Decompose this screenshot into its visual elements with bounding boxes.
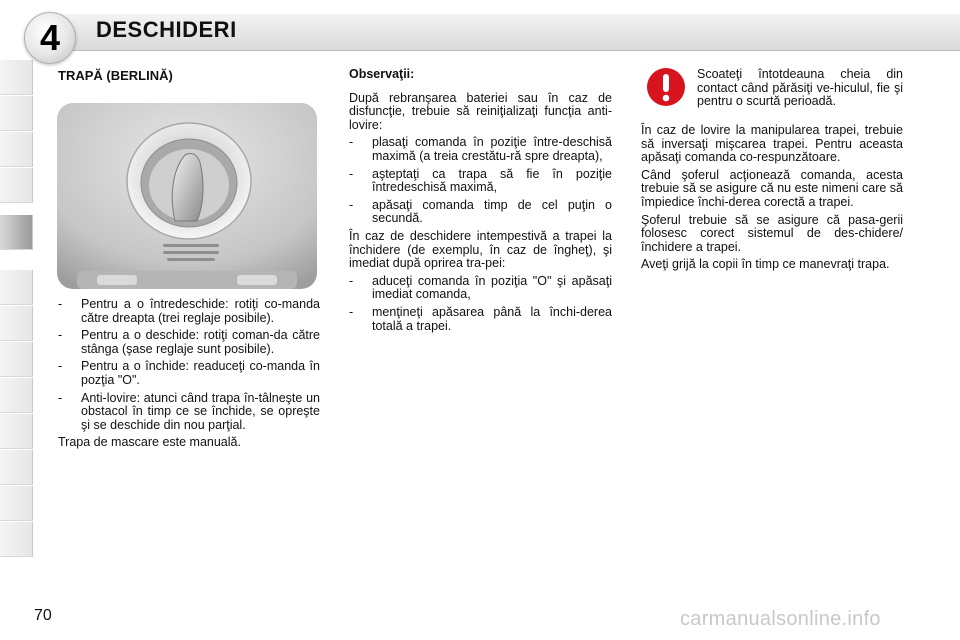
chapter-tab[interactable]	[0, 60, 33, 95]
chapter-tab-active[interactable]	[0, 215, 33, 250]
list-item: - aduceţi comanda în poziţia "O" şi apăsaţi imediat comanda,	[349, 273, 612, 302]
list-item: - apăsaţi comanda timp de cel puţin o secundă.	[349, 197, 612, 226]
warning-text: Scoateţi întotdeauna cheia din contact când părăsiţi ve-hiculul, fie şi pentru o scurtă perioadă.	[697, 67, 903, 109]
chapter-tab[interactable]	[0, 414, 33, 449]
list-item: - aşteptaţi ca trapa să fie în poziţie întredeschisă maximă,	[349, 166, 612, 195]
list-item: - Pentru a o închide: readuceţi co-manda în pozţia "O".	[58, 359, 320, 387]
middle-column	[349, 68, 612, 337]
watermark: carmanualsonline.info	[680, 608, 881, 630]
right-paragraph: Când şoferul acţionează comanda, acesta trebuie să se asigure că nu este nimeni care să împiedice închi-derea corectă a trapei.	[641, 167, 903, 209]
chapter-number-badge: 4	[24, 12, 76, 64]
right-column	[641, 124, 903, 276]
warning-icon	[646, 67, 686, 112]
chapter-tab[interactable]	[0, 522, 33, 557]
page-number: 70	[34, 607, 52, 624]
observations-heading: Observaţii:	[349, 67, 415, 81]
list-item: - Pentru a o întredeschide: rotiţi co-manda către dreapta (trei reglaje posibile).	[58, 297, 320, 325]
chapter-tabs	[0, 60, 34, 580]
list-item: - Pentru a o deschide: rotiţi coman-da către stânga (şase reglaje sunt posibile).	[58, 328, 320, 356]
manual-cover-note: Trapa de mascare este manuală.	[58, 435, 241, 450]
observations-intro: După rebranşarea bateriei sau în caz de disfuncţie, trebuie să reiniţializaţi funcţia anti-lovire:	[349, 90, 612, 132]
chapter-tab[interactable]	[0, 132, 33, 167]
chapter-tab[interactable]	[0, 270, 33, 305]
chapter-tab[interactable]	[0, 306, 33, 341]
intempestive-paragraph: În caz de deschidere intempestivă a trapei la închidere (de exemplu, în caz de îngheţ), şi imediat după oprirea tra-pei:	[349, 228, 612, 271]
chapter-tab[interactable]	[0, 450, 33, 485]
right-paragraph: Aveţi grijă la copii în timp ce manevraţi trapa.	[641, 257, 890, 272]
list-item: - menţineţi apăsarea până la închi-derea totală a trapei.	[349, 304, 612, 333]
list-item: - plasaţi comanda în poziţie între-deschisă maximă (a treia crestătu-ră spre dreapta),	[349, 135, 612, 163]
list-item: - Anti-lovire: atunci când trapa în-tâlneşte un obstacol în timp ce se închide, se opreşte şi se deschide din nou parţial.	[58, 390, 320, 432]
section-title: TRAPĂ (BERLINĂ)	[58, 68, 173, 83]
chapter-tab[interactable]	[0, 342, 33, 377]
chapter-tab[interactable]	[0, 378, 33, 413]
left-column	[58, 298, 320, 454]
sunroof-control-photo	[57, 103, 317, 289]
chapter-tab[interactable]	[0, 168, 33, 203]
page-title: DESCHIDERI	[96, 17, 237, 42]
chapter-tab[interactable]	[0, 96, 33, 131]
chapter-tab[interactable]	[0, 486, 33, 521]
right-paragraph: Şoferul trebuie să se asigure că pasa-gerii folosesc corect sistemul de des-chidere/închidere a trapei.	[641, 212, 903, 254]
right-paragraph: În caz de lovire la manipularea trapei, trebuie să inversaţi mişcarea trapei. Pentru aceasta apăsaţi comanda co-respunzătoare.	[641, 123, 903, 165]
